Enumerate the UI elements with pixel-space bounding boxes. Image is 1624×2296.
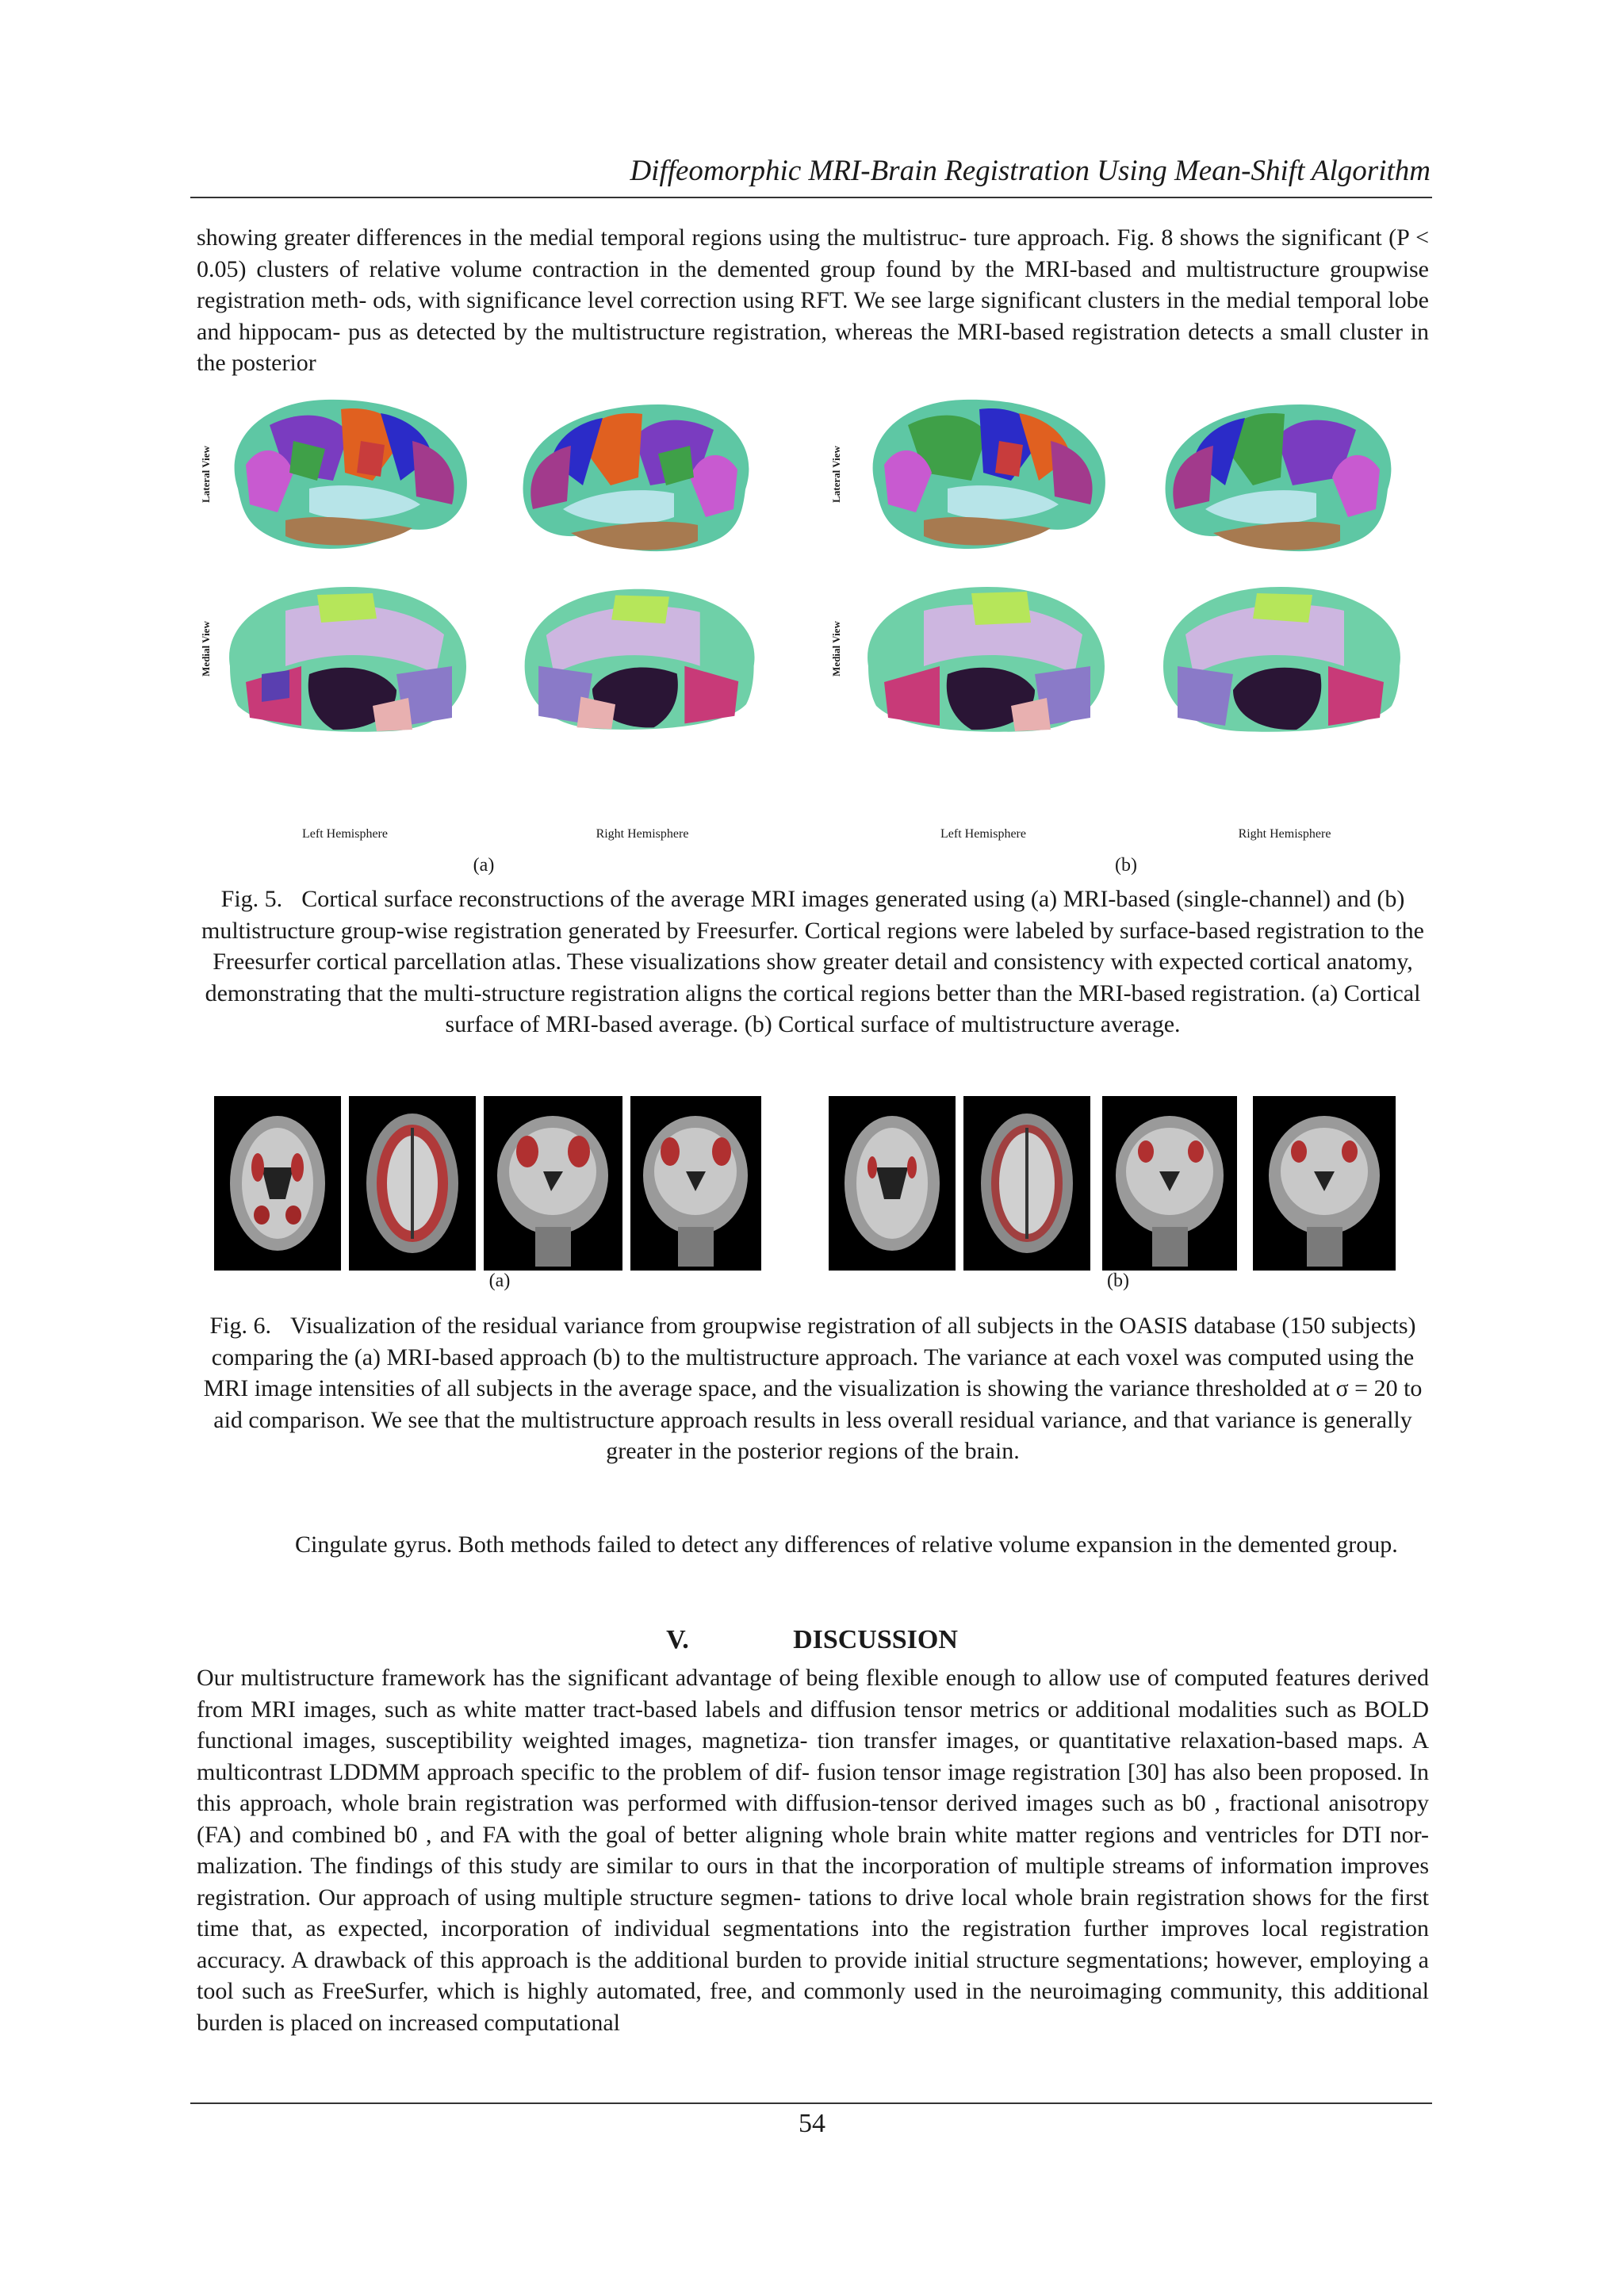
mri-coronal-b2 — [1253, 1096, 1396, 1271]
medial-view-label-b: Medial View — [830, 621, 842, 677]
figure-5-caption-text: Cortical surface reconstructions of the average MRI images generated using (a) MRI-based (single-channel) and (b) multistructure group-wise registration generated by Freesurfer. Cortical regions were labeled by surface-based registration to the Freesurfer cortical parcellation atlas. These visualizations show greater detail and consistency with expected cortical anatomy, demonstrating that the multi-structure registration aligns the cortical regions better than the MRI-based registration. (a) Cortical surface of MRI-based average. (b) Cortical surface of multistructure average. — [201, 886, 1424, 1037]
figure-5-caption — [197, 884, 1429, 1041]
hemisphere-label-left-b: Left Hemisphere — [940, 827, 1026, 841]
discussion-paragraph: Our multistructure framework has the significant advantage of being flexible enough to allow use of computed features derived from MRI images, such as white matter tract-based labels and diffusion tensor metrics or additional modalities such as BOLD functional images, susceptibility weighted images, magnetiza- tion transfer images, or quantitative relaxation-based maps. A multicontrast LDDMM approach specific to the problem of dif- fusion tensor image registration [30] has also been proposed. In this approach, whole brain registration was performed with diffusion-tensor derived images such as b0 , fractional anisotropy (FA) and combined b0 , and FA with the goal of better aligning whole brain white matter regions and ventricles for DTI nor- malization. The findings of this study are similar to ours in that the incorporation of multiple streams of information improves registration. Our approach of using multiple structure segmen- tations to drive local whole brain registration shows for the first time that, as expected, incorporation of individual segmentations into the registration further improves local registration accuracy. A drawback of this approach is the additional burden to provide initial structure segmentations; however, employing a tool such as FreeSurfer, which is highly automated, free, and commonly used in the neuroimaging community, this additional burden is placed on increased computational — [197, 1665, 1429, 2036]
brain-medial-left-b — [852, 579, 1114, 738]
fig5-panel-label-b: (b) — [1115, 855, 1137, 876]
mri-coronal-a1 — [484, 1096, 622, 1271]
brain-medial-left-a — [214, 579, 476, 738]
section-heading — [0, 1623, 1624, 1658]
mri-axial-a2 — [349, 1096, 476, 1271]
brain-lateral-left-b — [852, 393, 1114, 560]
running-title: Diffeomorphic MRI-Brain Registration Using Mean-Shift Algorithm — [630, 155, 1431, 187]
figure-5 — [190, 389, 1440, 896]
mri-axial-b1 — [829, 1096, 956, 1271]
intro-paragraph: showing greater differences in the medial temporal regions using the multistruc- ture approach. Fig. 8 shows the significant (P < 0.05) clusters of relative volume contraction in the demented group found by the MRI-based and multistructure groupwise registration meth- ods, with significance level correction using RFT. We see large significant clusters in the medial temporal lobe and hippocam- pus as detected by the multistructure registration, whereas the MRI-based registration detects a small cluster in the posterior — [197, 224, 1429, 376]
lateral-view-label-a: Lateral View — [200, 446, 212, 503]
section-number: V. — [666, 1625, 689, 1654]
brain-medial-right-b — [1154, 579, 1415, 738]
figure-6-label: Fig. 6. — [209, 1313, 272, 1339]
footer-rule — [190, 2102, 1432, 2104]
fig5-panel-label-a: (a) — [473, 855, 495, 876]
section-title: DISCUSSION — [793, 1625, 958, 1654]
fig6-panel-label-b: (b) — [1107, 1271, 1129, 1291]
brain-medial-right-a — [515, 579, 769, 738]
brain-lateral-right-a — [515, 398, 769, 561]
figure-5-label: Fig. 5. — [220, 886, 283, 912]
brain-lateral-left-a — [214, 393, 476, 560]
mri-axial-a1 — [214, 1096, 341, 1271]
hemisphere-label-right-b: Right Hemisphere — [1238, 827, 1331, 841]
hemisphere-label-left-a: Left Hemisphere — [302, 827, 388, 841]
header-rule — [190, 197, 1432, 198]
mri-axial-b2 — [963, 1096, 1090, 1271]
page-number: 54 — [799, 2109, 825, 2138]
figure-6-caption — [197, 1310, 1429, 1467]
cingulate-paragraph: Cingulate gyrus. Both methods failed to detect any differences of relative volume expansion in the demented group. — [295, 1531, 1398, 1558]
fig6-panel-label-a: (a) — [488, 1271, 511, 1291]
brain-lateral-right-b — [1154, 398, 1415, 561]
figure-6-caption-text: Visualization of the residual variance from groupwise registration of all subjects in the OASIS database (150 subjects) comparing the (a) MRI-based approach (b) to the multistructure approach. The variance at each voxel was computed using the MRI image intensities of all subjects in the average space, and the visualization is showing the variance thresholded at σ = 20 to aid comparison. We see that the multistructure approach results in less overall residual variance, and that variance is generally greater in the posterior regions of the brain. — [203, 1313, 1423, 1464]
mri-coronal-b1 — [1102, 1096, 1237, 1271]
lateral-view-label-b: Lateral View — [830, 446, 842, 503]
medial-view-label-a: Medial View — [200, 621, 212, 677]
hemisphere-label-right-a: Right Hemisphere — [596, 827, 689, 841]
mri-coronal-a2 — [630, 1096, 761, 1271]
figure-6 — [214, 1096, 1411, 1302]
